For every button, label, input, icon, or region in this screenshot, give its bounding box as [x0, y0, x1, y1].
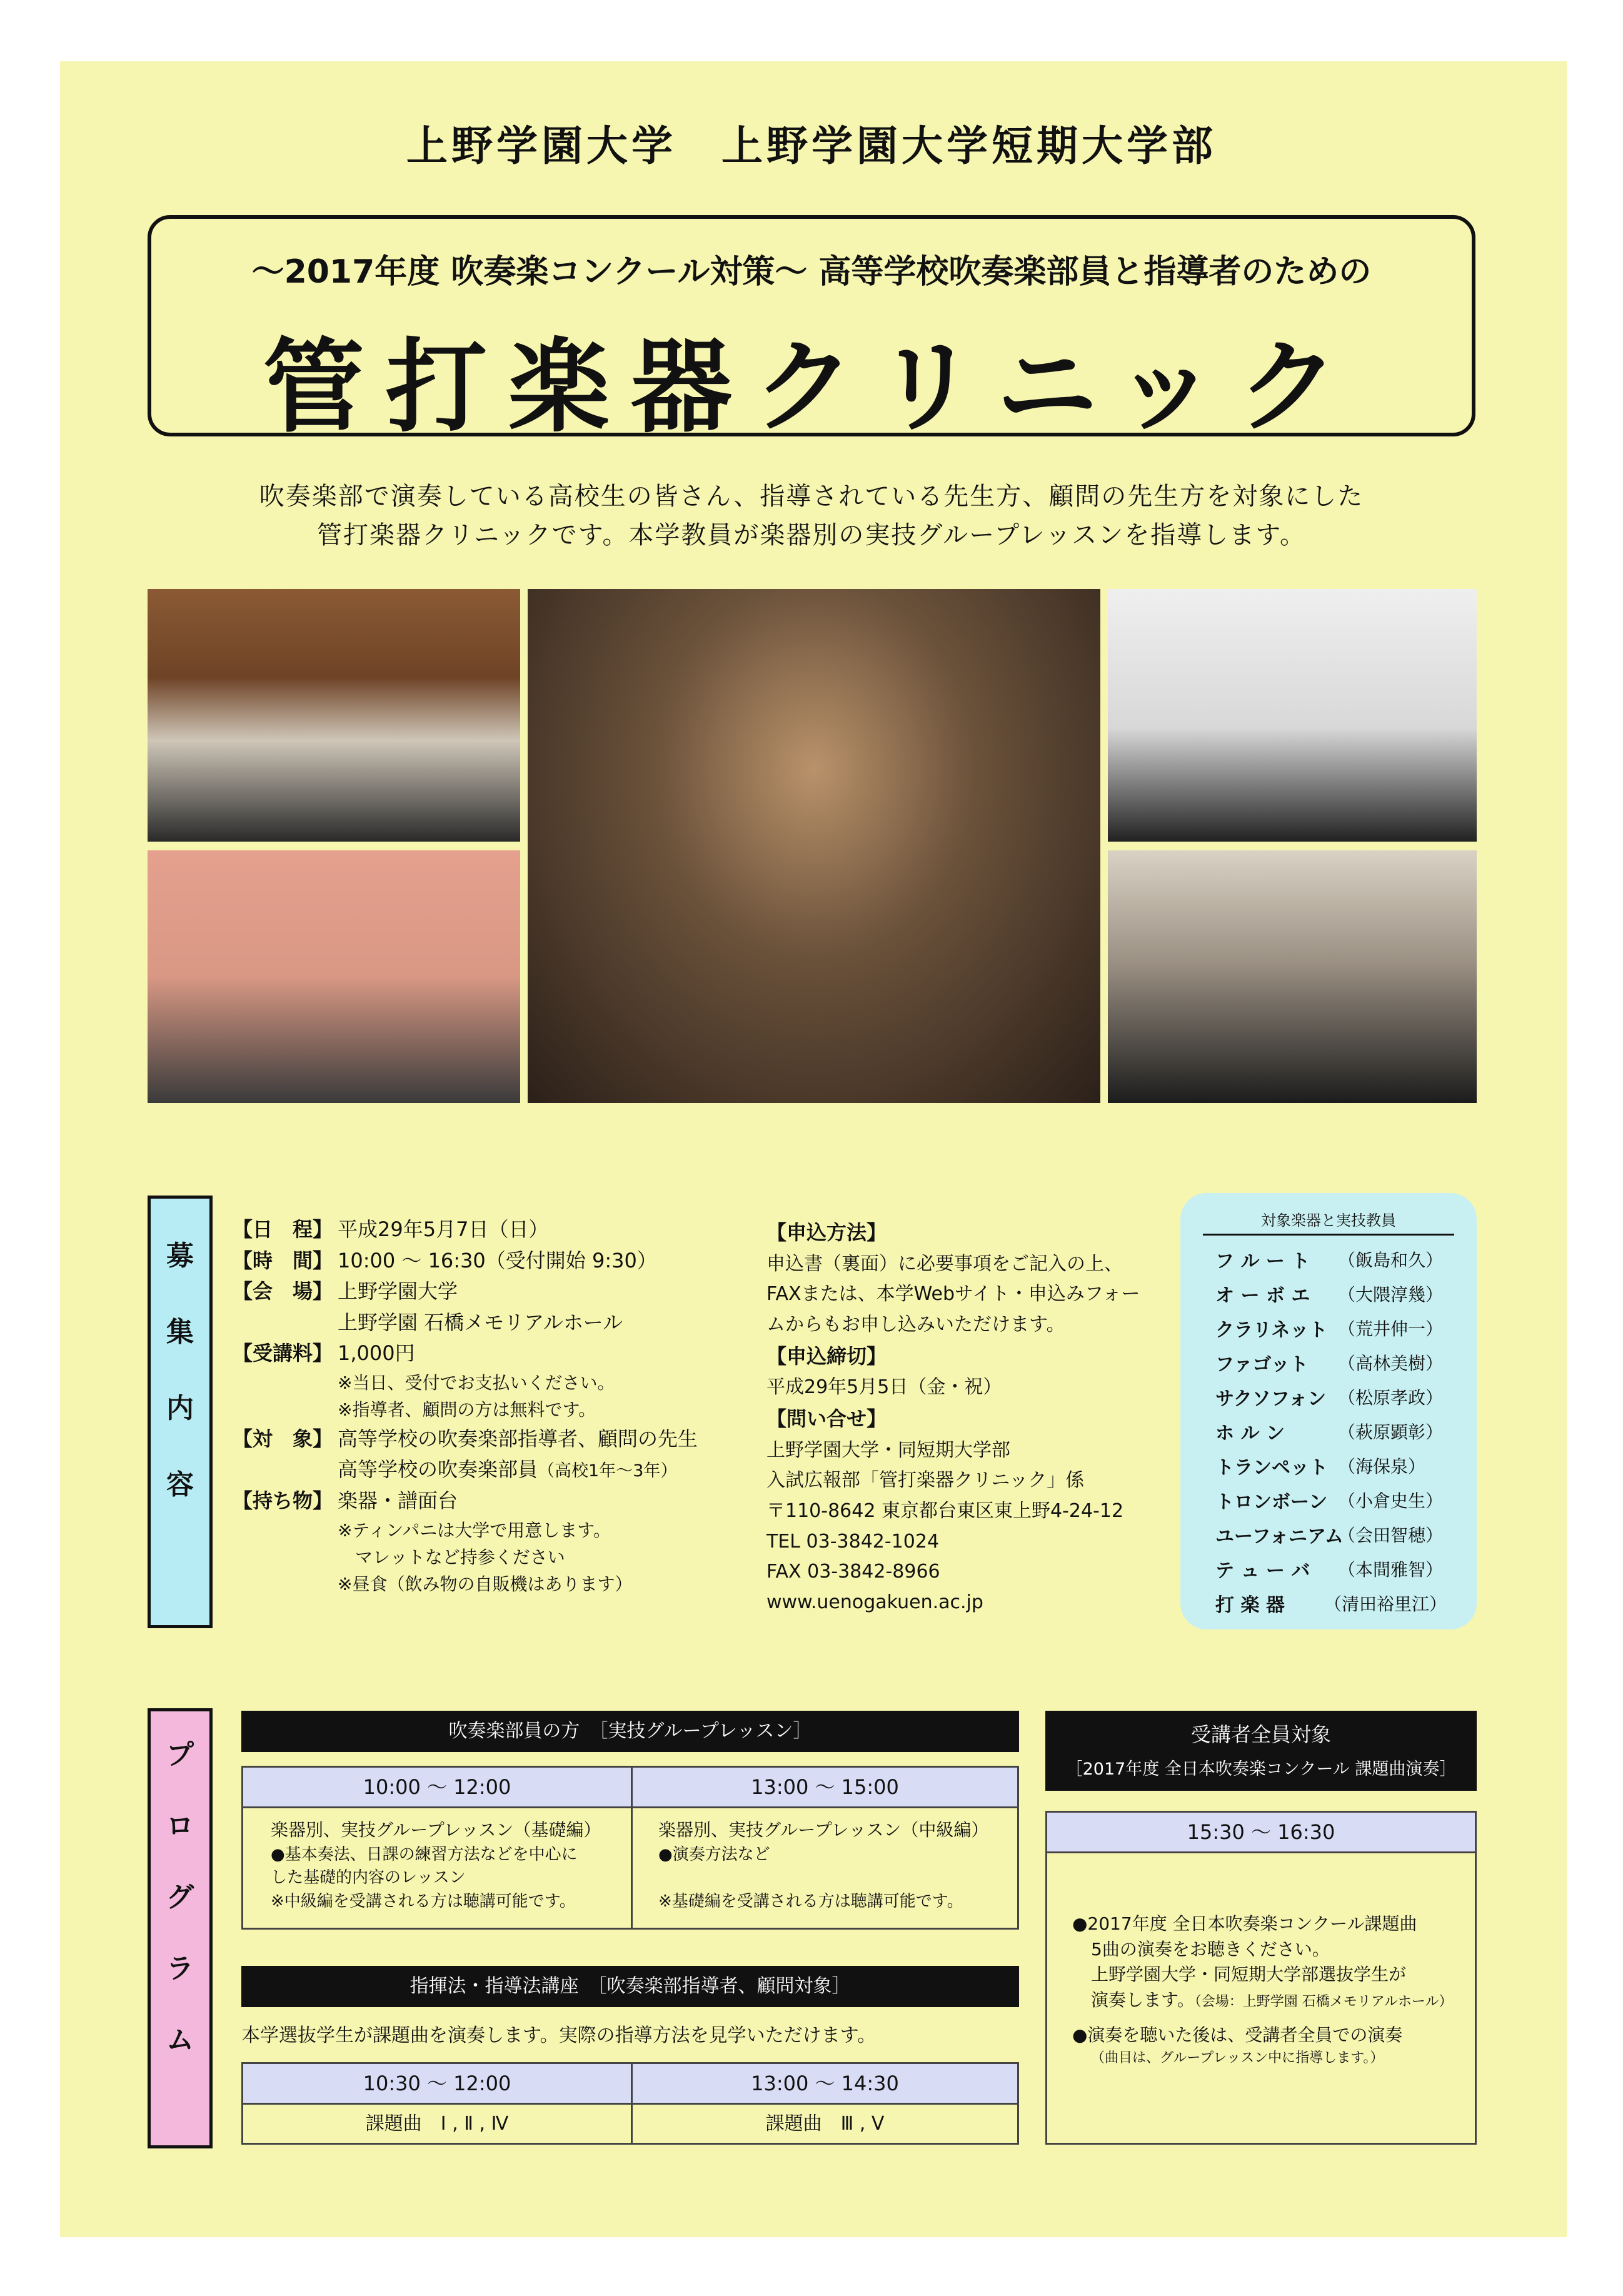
- photo-saxophone-lesson: [148, 850, 520, 1103]
- contact-heading: 【問い合せ】: [766, 1407, 887, 1431]
- university-names: 上野学園大学 上野学園大学短期大学部: [406, 122, 1217, 170]
- divider: [631, 1768, 633, 1928]
- bring-note-1: ※ティンパニは大学で用意します。: [338, 1519, 611, 1541]
- intro-line-1: 吹奏楽部で演奏している高校生の皆さん、指導されている先生方、顧問の先生方を対象にした: [259, 482, 1364, 511]
- instructor-row: ユーフォニアム （会田智穂）: [1215, 1524, 1444, 1548]
- fee-row: 【受講料】 1,000円: [233, 1341, 415, 1366]
- contact-tel: TEL 03-3842-1024: [766, 1530, 940, 1553]
- fee-note-1: ※当日、受付でお支払いください。: [338, 1372, 615, 1393]
- instructor-row: テ ュ ー バ （本間雅智）: [1215, 1559, 1444, 1582]
- slot-time: 13:00 ～ 15:00: [633, 1768, 1017, 1808]
- contact-address: 〒110-8642 東京都台東区東上野4-24-12: [766, 1500, 1124, 1523]
- instructor-row: ホ ル ン （萩原顕彰）: [1215, 1421, 1444, 1444]
- instructor-row: 打 楽 器 （清田裕里江）: [1215, 1593, 1447, 1616]
- slot-time: 15:30 ～ 16:30: [1047, 1813, 1475, 1853]
- instructors-panel: [1180, 1193, 1477, 1629]
- venue-hall: 上野学園 石橋メモリアルホール: [338, 1310, 623, 1334]
- method-line: FAXまたは、本学Webサイト・申込みフォー: [766, 1283, 1140, 1306]
- photo-horn-lesson: [1108, 589, 1477, 842]
- teachers-lecture-table: [241, 2062, 1019, 2145]
- method-line: 申込書（裏面）に必要事項をご記入の上、: [766, 1252, 1123, 1275]
- slot-time: 10:00 ～ 12:00: [243, 1768, 631, 1808]
- contact-website[interactable]: www.uenogakuen.ac.jp: [766, 1591, 983, 1613]
- instructors-heading: 対象楽器と実技教員: [1261, 1212, 1396, 1229]
- instructor-row: トロンボーン （小倉史生）: [1215, 1490, 1444, 1513]
- venue-row: 【会 場】 上野学園大学: [233, 1279, 458, 1304]
- target-row-2: 高等学校の吹奏楽部員（高校1年～3年）: [338, 1458, 678, 1482]
- contact-fax: FAX 03-3842-8966: [766, 1561, 940, 1583]
- slot1-content: 楽器別、実技グループレッスン（基礎編） ●基本奏法、日課の練習方法などを中心に した基礎的内容のレッスン ※中級編を受講される方は聴講可能です。: [271, 1820, 601, 1911]
- contact-line: 入試広報部「管打楽器クリニック」係: [766, 1469, 1085, 1492]
- teachers-description: 本学選抜学生が課題曲を演奏します。実際の指導方法を見学いただけます。: [241, 2025, 877, 2047]
- students-lesson-table: [241, 1766, 1019, 1930]
- deadline-date: 平成29年5月5日（金・祝）: [766, 1376, 1002, 1399]
- recruitment-label: 募 集 内 容: [148, 1196, 213, 1628]
- target-row: 【対 象】 高等学校の吹奏楽部指導者、顧問の先生: [233, 1426, 698, 1451]
- bring-note-3: ※昼食（飲み物の自販機はあります）: [338, 1574, 633, 1595]
- instructor-row: フ ル ー ト （飯島和久）: [1215, 1249, 1444, 1272]
- photo-concert-hall: [528, 589, 1100, 1103]
- slot-time: 10:30 ～ 12:00: [243, 2064, 631, 2105]
- instructor-row: トランペット （海保泉）: [1215, 1456, 1426, 1479]
- intro-line-2: 管打楽器クリニックです。本学教員が楽器別の実技グループレッスンを指導します。: [317, 521, 1306, 550]
- instructor-row: クラリネット （荒井伸一）: [1215, 1318, 1444, 1341]
- instructor-row: サクソフォン （松原孝政）: [1215, 1387, 1444, 1410]
- slot2-content: 楽器別、実技グループレッスン（中級編） ●演奏方法など ※基礎編を受講される方は聴講可能です。: [658, 1820, 989, 1911]
- teachers-bar: 指揮法・指導法講座 ［吹奏楽部指導者、顧問対象］: [241, 1966, 1019, 2007]
- all-participants-box: [1045, 1811, 1477, 2145]
- event-subtitle: ～2017年度 吹奏楽コンクール対策～ 高等学校吹奏楽部員と指導者のための: [251, 253, 1372, 291]
- slot-time: 13:00 ～ 14:30: [633, 2064, 1017, 2105]
- bring-note-2: マレットなど持参ください: [355, 1546, 565, 1568]
- pieces: 課題曲 Ⅲ , Ⅴ: [765, 2113, 885, 2135]
- date-row: 【日 程】 平成29年5月7日（日）: [233, 1217, 549, 1241]
- deadline-heading: 【申込締切】: [766, 1344, 887, 1368]
- program-label: プ ロ グ ラ ム: [148, 1708, 213, 2148]
- method-line: ムからもお申し込みいただけます。: [766, 1314, 1065, 1336]
- time-row: 【時 間】 10:00 ～ 16:30（受付開始 9:30）: [233, 1248, 657, 1272]
- divider: [1203, 1234, 1454, 1236]
- event-details: [233, 1214, 745, 1598]
- photo-lesson-room: [148, 589, 520, 842]
- bring-row: 【持ち物】 楽器・譜面台: [233, 1488, 458, 1513]
- students-bar: 吹奏楽部員の方 ［実技グループレッスン］: [241, 1711, 1019, 1752]
- instructor-row: オ ー ボ エ （大隈淳幾）: [1215, 1284, 1444, 1307]
- all-participants-bar: 受講者全員対象 ［2017年度 全日本吹奏楽コンクール 課題曲演奏］: [1045, 1711, 1477, 1791]
- concert-description: ●2017年度 全日本吹奏楽コンクール課題曲 5曲の演奏をお聴きください。 上野学園大学・同短期大学部選抜学生が 演奏します。（会場：上野学園 石橋メモリアルホール） ●演奏を聴いた後は、受講者全員での演奏 （曲目は、グループレッスン中に指導します。）: [1072, 1913, 1453, 2066]
- photo-percussion-lesson: [1108, 850, 1477, 1103]
- application-info: [766, 1217, 1167, 1618]
- instructor-row: ファゴット （高林美樹）: [1215, 1352, 1444, 1376]
- fee-note-2: ※指導者、顧問の方は無料です。: [338, 1399, 596, 1421]
- pieces: 課題曲 Ⅰ , Ⅱ , Ⅳ: [365, 2113, 509, 2135]
- contact-line: 上野学園大学・同短期大学部: [766, 1439, 1010, 1461]
- event-title: 管打楽器クリニック: [263, 328, 1360, 446]
- method-heading: 【申込方法】: [766, 1221, 887, 1244]
